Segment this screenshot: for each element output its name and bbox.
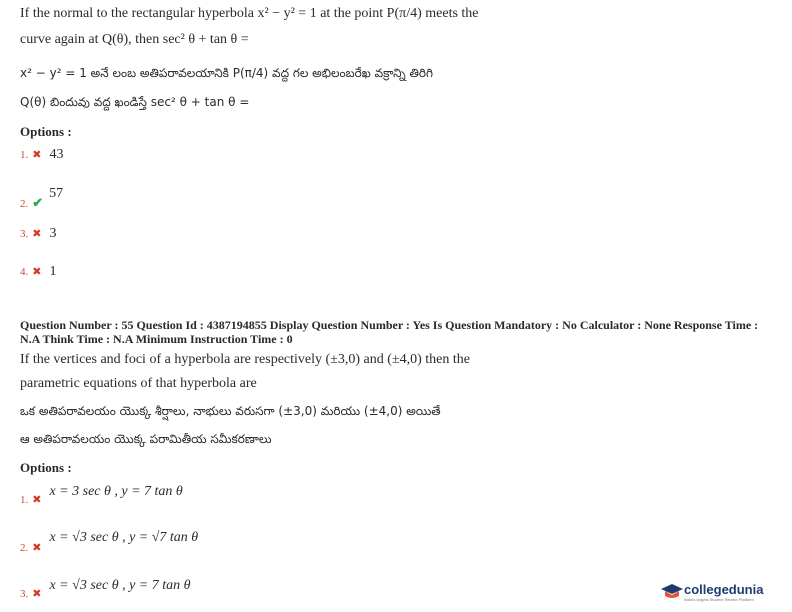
option-text: 43 [49, 147, 64, 162]
option-text: 1 [49, 264, 57, 279]
q54-option-1[interactable] [20, 145, 63, 163]
logo-tagline: India's largest Student Review Platform [684, 597, 754, 602]
q55-text-line2: parametric equations of that hyperbola are [20, 376, 257, 391]
check-icon: ✔ [32, 195, 44, 210]
q54-telugu-line2: Q(θ) బిందువు వద్ద ఖండిస్తే sec² θ + tan θ = [20, 95, 250, 109]
option-number: 1. [20, 494, 29, 506]
collegedunia-logo [660, 582, 763, 602]
q54-text-line2: curve again at Q(θ), then sec² θ + tan θ = [20, 32, 249, 47]
option-number: 4. [20, 266, 29, 278]
cross-icon: ✖ [32, 149, 42, 161]
option-text: 3 [49, 226, 57, 241]
option-text: x = √3 sec θ , y = √7 tan θ [49, 530, 199, 545]
graduation-cap-icon [660, 582, 684, 602]
q55-telugu-line1: ఒక అతిపరావలయం యొక్క శీర్షాలు, నాభులు వరుసగా (±3,0) మరియు (±4,0) అయితే [20, 404, 441, 418]
option-text: 57 [49, 186, 64, 201]
q54-option-2[interactable] [20, 184, 64, 210]
q55-text-line1: If the vertices and foci of a hyperbola are respectively (±3,0) and (±4,0) then the [20, 352, 470, 367]
q54-option-4[interactable] [20, 262, 56, 280]
option-text: x = √3 sec θ , y = 7 tan θ [49, 578, 191, 593]
cross-icon: ✖ [32, 494, 42, 506]
q54-option-3[interactable] [20, 224, 56, 242]
logo-name: collegedunia [684, 582, 764, 597]
option-number: 2. [20, 542, 29, 554]
q55-option-3[interactable] [20, 576, 191, 600]
q55-telugu-line2: ఆ అతిపరావలయం యొక్క పరామితీయ సమీకరణాలు [20, 432, 272, 446]
q54-text-line1: If the normal to the rectangular hyperbola x² − y² = 1 at the point P(π/4) meets the [20, 6, 479, 21]
option-number: 3. [20, 228, 29, 240]
q55-options-label: Options : [20, 460, 72, 475]
q54-options-label: Options : [20, 124, 72, 139]
cross-icon: ✖ [32, 228, 42, 240]
q55-option-1[interactable] [20, 482, 183, 506]
q55-metadata: Question Number : 55 Question Id : 4387194855 Display Question Number : Yes Is Question Mandatory : No Calculator : None Response Time : N.A Think Time : N.A Minimum Instruction Time : 0 [20, 318, 759, 346]
option-number: 1. [20, 149, 29, 161]
cross-icon: ✖ [32, 542, 42, 554]
option-number: 3. [20, 588, 29, 600]
q55-option-2[interactable] [20, 528, 199, 554]
q54-telugu-line1: x² − y² = 1 అనే లంబ అతిపరావలయానికి P(π/4) వద్ద గల అభిలంబరేఖ వక్రాన్ని తిరిగి [20, 66, 434, 80]
cross-icon: ✖ [32, 588, 42, 600]
option-text: x = 3 sec θ , y = 7 tan θ [49, 484, 183, 499]
option-number: 2. [20, 198, 29, 210]
cross-icon: ✖ [32, 266, 42, 278]
